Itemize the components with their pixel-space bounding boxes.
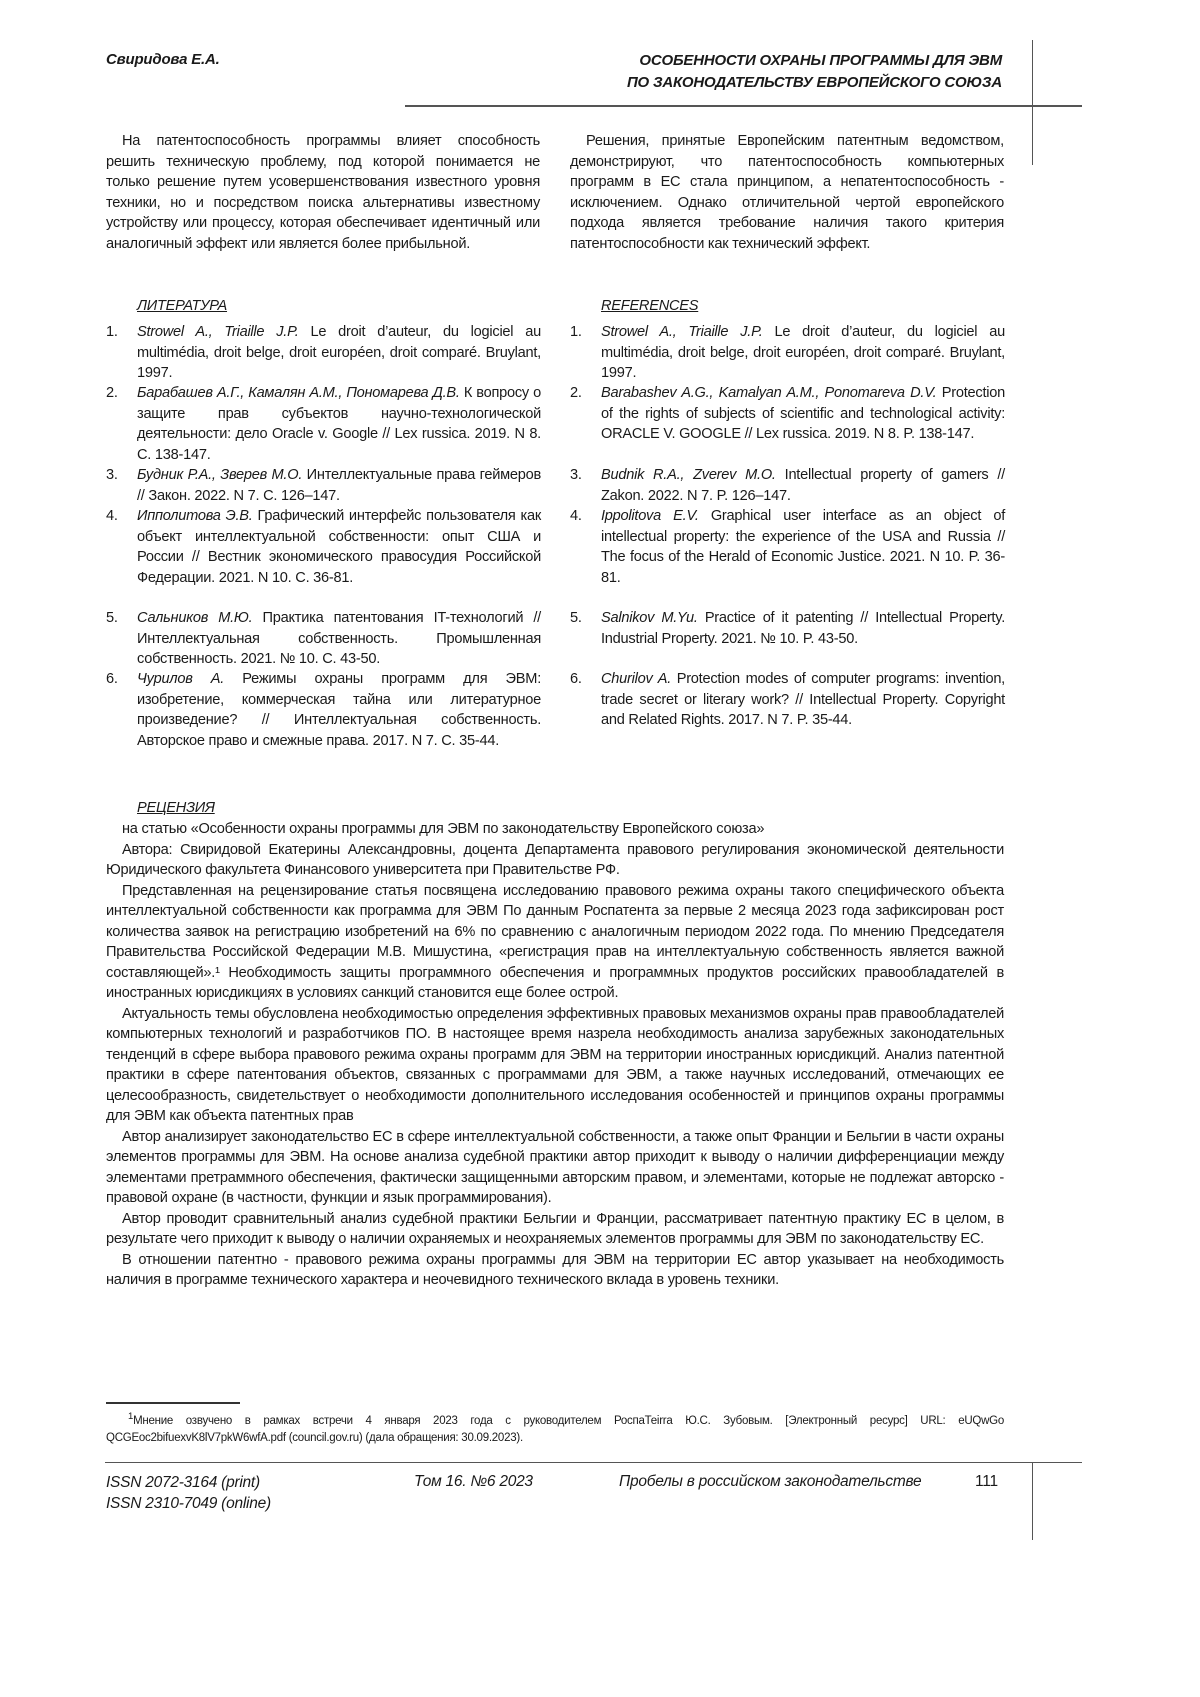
body-left: [106, 131, 540, 254]
reference-authors: Strowel A., Triaille J.P.: [601, 324, 763, 340]
review-paragraph: В отношении патентно - правового режима охраны программы для ЭВМ на территории ЕС автор указывает на необходимость наличия в программе технического характера и неочевидного технического вклада в уровень техники.: [106, 1250, 1004, 1291]
reference-text: [137, 608, 541, 670]
review-paragraph: Автор проводит сравнительный анализ судебной практики Бельгии и Франции, рассматривает патентную практику ЕС в целом, в результате чего приходит к выводу о наличии охраняемых и неохраняемых элементов программы для ЭВМ по законодательству ЕС.: [106, 1209, 1004, 1250]
reference-details: К вопросу о защите прав субъектов научно-технологической деятельности: дело Oracle v. Google // Lex russica. 2019. N 8. С. 138-147.: [137, 385, 541, 463]
footnote: [106, 1408, 1004, 1447]
reference-item: [570, 465, 1005, 506]
reference-item: [106, 383, 541, 465]
references-heading: REFERENCES: [601, 296, 698, 317]
issn-print: ISSN 2072-3164 (print): [106, 1472, 271, 1493]
running-title-line: ПО ЗАКОНОДАТЕЛЬСТВУ ЕВРОПЕЙСКОГО СОЮЗА: [627, 72, 1002, 94]
reference-details: Le droit d’auteur, du logiciel au multimédia, droit belge, droit européen, droit comparé. Bruylant, 1997.: [137, 324, 541, 381]
review-paragraph: Актуальность темы обусловлена необходимостью определения эффективных правовых механизмов охраны прав правообладателей компьютерных технологий и разработчиков ПО. В настоящее время назрела необходимость анализа зарубежных законодательных тенденций в сфере выбора правового режима охраны программ для ЭВМ на территории иностранных юрисдикций. Анализ патентной практики в сфере патентования объектов, связанных с программами для ЭВМ, а также научных исследований, отмечающих ее целесообразность, свидетельствует о необходимости дополнительного исследования особенностей и принципов охраны программы для ЭВМ как объекта патентных прав: [106, 1004, 1004, 1127]
review-paragraph: на статью «Особенности охраны программы для ЭВМ по законодательству Европейского союза»: [106, 819, 1004, 840]
reference-item: [570, 669, 1005, 731]
reference-details: Интеллектуальные права геймеров // Закон. 2022. N 7. С. 126–147.: [137, 467, 541, 504]
reference-number: 5.: [570, 608, 601, 649]
volume: Том 16. №6 2023: [414, 1472, 533, 1493]
footnote-rule: [106, 1402, 240, 1404]
reference-details: Графический интерфейс пользователя как объект интеллектуальной собственности: опыт США и России // Вестник экономического правосудия Российской Федерации. 2021. N 10. С. 36-81.: [137, 508, 541, 586]
running-author: Свиридова Е.А.: [106, 50, 220, 71]
review-body: [106, 819, 1004, 1291]
reference-authors: Ippolitova E.V.: [601, 508, 699, 524]
reference-text: [601, 506, 1005, 588]
reference-details: Intellectual property of gamers // Zakon. 2022. N 7. P. 126–147.: [601, 467, 1005, 504]
reference-item: [106, 322, 541, 384]
issn: [106, 1472, 271, 1514]
review-heading: РЕЦЕНЗИЯ: [137, 798, 215, 819]
reference-details: Graphical user interface as an object of intellectual property: the experience of the USA and Russia // The focus of the Herald of Economic Justice. 2021. N 10. P. 36-81.: [601, 508, 1005, 586]
reference-number: 4.: [106, 506, 137, 588]
footer-rule: [105, 1462, 1082, 1463]
reference-text: [137, 322, 541, 384]
reference-text: [601, 383, 1005, 445]
reference-authors: Ипполитова Э.В.: [137, 508, 253, 524]
reference-number: 5.: [106, 608, 137, 670]
reference-text: [137, 383, 541, 465]
reference-number: 6.: [570, 669, 601, 731]
journal-name: Пробелы в российском законодательстве: [619, 1472, 921, 1493]
reference-item: [106, 608, 541, 670]
footnote-mark: 1: [128, 1411, 133, 1422]
reference-details: Protection of the rights of subjects of scientific and technological activity: ORACLE V. GOOGLE // Lex russica. 2019. N 8. P. 138-147.: [601, 385, 1005, 442]
reference-number: 1.: [570, 322, 601, 384]
header-vertical-rule: [1032, 40, 1033, 165]
reference-number: 2.: [106, 383, 137, 465]
page-number: 111: [975, 1472, 998, 1493]
reference-number: 4.: [570, 506, 601, 588]
reference-details: Режимы охраны программ для ЭВМ: изобретение, коммерческая тайна или литературное произведение? // Интеллектуальная собственность. Авторское право и смежные права. 2017. N 7. С. 35-44.: [137, 671, 541, 749]
reference-number: 3.: [570, 465, 601, 506]
reference-authors: Churilov A.: [601, 671, 671, 687]
reference-authors: Чурилов А.: [137, 671, 224, 687]
review-paragraph: Представленная на рецензирование статья посвящена исследованию правового режима охраны такого специфического объекта интеллектуальной собственности как программа для ЭВМ По данным Роспатента за первые 2 месяца 2023 года зафиксирован рост количества заявок на регистрацию изобретений на 6% по сравнению с аналогичным периодом 2022 года. По мнению Председателя Правительства Российской Федерации М.В. Мишустина, «регистрация прав на интеллектуальную собственность является важной составляющей».¹ Необходимость защиты программного обеспечения и программных продуктов российских правообладателей в иностранных юрисдикциях в условиях санкций становится еще более острой.: [106, 881, 1004, 1004]
reference-authors: Barabashev A.G., Kamalyan A.M., Ponomareva D.V.: [601, 385, 936, 401]
reference-authors: Сальников М.Ю.: [137, 610, 252, 626]
literature-heading: ЛИТЕРАТУРА: [137, 296, 227, 317]
body-paragraph: На патентоспособность программы влияет способность решить техническую проблему, под которой понимается не только решение путем усовершенствования известного уровня техники, но и посредством поиска альтернативы известному устройству или процессу, которая обеспечивает идентичный или аналогичный эффект или является более прибыльной.: [106, 131, 540, 254]
reference-text: [601, 322, 1005, 384]
document-page: [0, 0, 1200, 1697]
reference-authors: Будник Р.А., Зверев М.О.: [137, 467, 302, 483]
reference-text: [601, 608, 1005, 649]
running-title-line: ОСОБЕННОСТИ ОХРАНЫ ПРОГРАММЫ ДЛЯ ЭВМ: [627, 50, 1002, 72]
footer-vertical-rule: [1032, 1462, 1033, 1540]
reference-details: Le droit d’auteur, du logiciel au multimédia, droit belge, droit européen, droit comparé. Bruylant, 1997.: [601, 324, 1005, 381]
reference-details: Practice of it patenting // Intellectual Property. Industrial Property. 2021. № 10. P. 43-50.: [601, 610, 1005, 647]
running-title: [627, 50, 1002, 94]
body-right: [570, 131, 1004, 254]
review-paragraph: Автора: Свиридовой Екатерины Александровны, доцента Департамента правового регулирования экономической деятельности Юридического факультета Финансового университета при Правительстве РФ.: [106, 840, 1004, 881]
reference-item: [570, 608, 1005, 649]
review-paragraph: Автор анализирует законодательство ЕС в сфере интеллектуальной собственности, а также опыт Франции и Бельгии в части охраны элементов программы для ЭВМ. На основе анализа судебной практики автор приходит к выводу о наличии дифференциации между элементами претраммного обеспечения, фактически защищенными авторским правом, и элементами, которые не подлежат авторско - правовой охране (в частности, функции и язык программирования).: [106, 1127, 1004, 1209]
reference-number: 2.: [570, 383, 601, 445]
reference-number: 1.: [106, 322, 137, 384]
reference-item: [106, 465, 541, 506]
body-paragraph: Решения, принятые Европейским патентным ведомством, демонстрируют, что патентоспособность компьютерных программ в ЕС стала принципом, а непатентоспособность - исключением. Однако отличительной чертой европейского подхода является требование наличия такого критерия патентоспособности как технический эффект.: [570, 131, 1004, 254]
reference-text: [137, 465, 541, 506]
header-rule: [405, 105, 1082, 107]
reference-number: 6.: [106, 669, 137, 751]
reference-text: [601, 669, 1005, 731]
reference-authors: Барабашев А.Г., Камалян А.М., Пономарева Д.В.: [137, 385, 460, 401]
reference-authors: Strowel A., Triaille J.P.: [137, 324, 299, 340]
reference-item: [570, 322, 1005, 384]
reference-authors: Budnik R.A., Zverev M.O.: [601, 467, 776, 483]
reference-number: 3.: [106, 465, 137, 506]
reference-item: [106, 506, 541, 588]
reference-item: [570, 506, 1005, 588]
footnote-text: Мнение озвучено в рамках встречи 4 января 2023 года с руководителем РоспаТеirrа Ю.С. Зубовым. [Электронный ресурс] URL: eUQwGo QCGEoc2bifuexvK8lV7pkW6wfA.pdf (council.gov.ru) (дала обращения: 30.09.2023).: [106, 1415, 1004, 1444]
issn-online: ISSN 2310-7049 (online): [106, 1493, 271, 1514]
reference-text: [137, 506, 541, 588]
reference-details: Практика патентования IT-технологий // Интеллектуальная собственность. Промышленная собственность. 2021. № 10. С. 43-50.: [137, 610, 541, 667]
reference-text: [601, 465, 1005, 506]
reference-details: Protection modes of computer programs: invention, trade secret or literary work? // Intellectual Property. Copyright and Related Rights. 2017. N 7. P. 35-44.: [601, 671, 1005, 728]
reference-item: [570, 383, 1005, 445]
reference-item: [106, 669, 541, 751]
reference-text: [137, 669, 541, 751]
reference-authors: Salnikov M.Yu.: [601, 610, 698, 626]
